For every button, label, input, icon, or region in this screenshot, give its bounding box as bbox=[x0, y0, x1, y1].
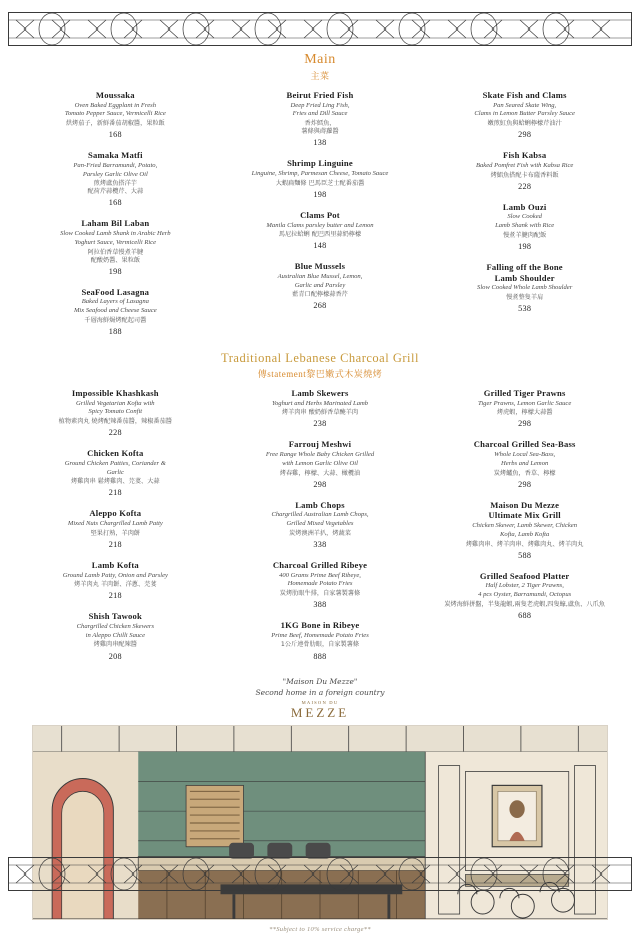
menu-item bbox=[427, 262, 622, 313]
item-desc: Chargrilled Chicken Skewers in Aleppo Chilli Sauce bbox=[76, 623, 155, 639]
menu-item bbox=[223, 439, 418, 488]
menu-item bbox=[223, 560, 418, 609]
item-desc: Chicken Skewer, Lamb Skewer, Chicken Kofta, Lamb Kofta bbox=[472, 522, 578, 538]
item-desc-cn: 大蝦扁麵條 巴馬臣芝士配番茄醬 bbox=[275, 179, 365, 187]
item-price: 218 bbox=[108, 539, 122, 549]
item-price: 168 bbox=[108, 198, 122, 208]
section-charcoal-grill bbox=[18, 351, 622, 672]
item-desc-cn: 千層海鮮焗烤配起司醬 bbox=[84, 316, 147, 324]
item-desc-cn: 煎烤盧魚搭洋芋 配荷芹蒜欖芹、大蒜 bbox=[87, 180, 144, 196]
item-price: 198 bbox=[108, 266, 122, 276]
item-price: 218 bbox=[108, 591, 122, 601]
item-name: SeaFood Lasagna bbox=[81, 286, 150, 297]
menu-item bbox=[427, 150, 622, 191]
top-decorative-border bbox=[8, 12, 632, 46]
menu-item bbox=[427, 90, 622, 139]
item-name: Charcoal Grilled Ribeye bbox=[272, 559, 368, 570]
item-desc: Prime Beef, Homemade Potato Fries bbox=[271, 631, 369, 639]
item-price: 198 bbox=[313, 189, 327, 199]
item-desc-cn: 炭烤澳洲羊扒，烤蔬菜 bbox=[289, 529, 351, 537]
section-main bbox=[18, 52, 622, 347]
menu-item bbox=[223, 210, 418, 251]
item-name: Moussaka bbox=[95, 90, 135, 100]
section-title-grill-cn: 傳statement黎巴嫩式木炭燒烤 bbox=[257, 368, 383, 379]
menu-item bbox=[427, 202, 622, 251]
item-price: 298 bbox=[518, 130, 532, 140]
item-name: Chicken Kofta bbox=[87, 448, 144, 459]
item-desc-cn: 烤雞肉串 鬆烤雞肉、芫荽、大蒜 bbox=[71, 478, 160, 486]
item-desc: Half Lobster, 2 Tiger Prawns, 4 pcs Oyster, Barramundi, Octopus bbox=[478, 582, 572, 599]
menu-item bbox=[18, 448, 213, 497]
item-price: 298 bbox=[313, 479, 327, 489]
item-desc-cn: 烤雞肉串、烤羊肉串、烤雞肉丸、烤羊肉丸 bbox=[465, 540, 584, 548]
item-desc-cn: 炭烤肋眼牛排，自家薯製薯條 bbox=[279, 589, 361, 597]
menu-item bbox=[18, 508, 213, 549]
item-price: 538 bbox=[518, 304, 532, 314]
menu-item bbox=[223, 388, 418, 429]
menu-item bbox=[223, 261, 418, 310]
grill-column-2 bbox=[223, 388, 418, 672]
item-desc-cn: 炭烤海鮮拼盤，半隻龍蝦,兩隻老虎蝦,四隻蠔,盧魚、八爪魚 bbox=[444, 600, 605, 608]
item-name: Grilled Seafood Platter bbox=[479, 570, 570, 581]
item-price: 298 bbox=[518, 419, 532, 429]
menu-page bbox=[0, 52, 640, 933]
item-price: 228 bbox=[108, 428, 122, 438]
grill-columns bbox=[18, 388, 622, 672]
menu-item bbox=[223, 500, 418, 549]
item-price: 138 bbox=[313, 138, 327, 148]
item-price: 338 bbox=[313, 539, 327, 549]
item-name: Clams Pot bbox=[300, 209, 340, 220]
item-desc: Mixed Nuts Chargrilled Lamb Patty bbox=[67, 520, 163, 528]
menu-item bbox=[223, 620, 418, 661]
item-desc-cn: 藍青口配檸檬蒜香芹 bbox=[292, 291, 348, 299]
menu-item bbox=[427, 571, 622, 620]
item-desc: Slow Cooked Whole Lamb Shoulder bbox=[477, 284, 573, 292]
item-desc-cn: 烤鯧魚搭配卡布薩香料飯 bbox=[490, 171, 559, 179]
main-column-2 bbox=[223, 90, 418, 347]
item-desc-cn: 慢煮整隻羊肩 bbox=[506, 294, 544, 302]
item-name: Falling off the Bone Lamb Shoulder bbox=[486, 261, 563, 283]
item-desc-cn: 植物素肉丸 燒烤配辣番茄醬，辣椒番茄醬 bbox=[58, 418, 172, 426]
main-column-1 bbox=[18, 90, 213, 347]
section-title-main: Main bbox=[304, 52, 336, 67]
menu-item bbox=[18, 611, 213, 660]
item-desc-cn: 烤羊肉丸 羊肉餅、洋蔥、芫荽 bbox=[74, 581, 157, 589]
border-pattern-bottom bbox=[8, 857, 632, 891]
item-desc: Pan Seared Skate Wing, Clams in Lemon Butter Parsley Sauce bbox=[474, 101, 575, 118]
menu-item bbox=[18, 560, 213, 601]
item-name: Maison Du Mezze Ultimate Mix Grill bbox=[488, 499, 561, 521]
item-name: Farrouj Meshwi bbox=[288, 439, 352, 450]
logo-tagline-2: Second home in a foreign country bbox=[255, 687, 385, 697]
main-columns bbox=[18, 90, 622, 347]
item-price: 198 bbox=[518, 241, 532, 251]
item-price: 888 bbox=[313, 651, 327, 661]
menu-item bbox=[18, 150, 213, 207]
menu-item bbox=[18, 90, 213, 139]
item-desc-cn: 香炸鱈魚， 薯條與蒔蘿醬 bbox=[301, 120, 339, 136]
item-name: Lamb Kofta bbox=[91, 559, 139, 570]
item-name: Beirut Fried Fish bbox=[286, 90, 354, 100]
item-price: 218 bbox=[108, 488, 122, 498]
item-desc: Manila Clams parsley butter and Lemon bbox=[266, 221, 374, 229]
menu-item bbox=[223, 90, 418, 147]
item-name: Lamb Ouzi bbox=[502, 201, 547, 212]
item-name: Aleppo Kofta bbox=[89, 508, 142, 519]
item-desc: Deep Fried Ling Fish, Fries and Dill Sauce bbox=[290, 101, 350, 118]
bottom-decorative-border bbox=[8, 857, 632, 891]
item-desc-cn: 烤春雞，檸檬、大蒜、橄欖油 bbox=[279, 469, 361, 477]
item-desc-cn: 1公斤連骨肋眼，自家製薯條 bbox=[280, 641, 360, 649]
menu-item bbox=[18, 388, 213, 437]
item-desc-cn: 馬尼拉蛤蜊 配巴西里蒜奶檸檬 bbox=[278, 231, 362, 239]
item-price: 298 bbox=[518, 479, 532, 489]
item-name: Samaka Matfi bbox=[87, 150, 143, 161]
item-price: 208 bbox=[108, 651, 122, 661]
menu-item bbox=[223, 158, 418, 199]
menu-item bbox=[427, 500, 622, 560]
item-name: Shrimp Linguine bbox=[287, 158, 353, 169]
item-desc: Baked Layers of Lasagna Mix Seafood and Cheese Sauce bbox=[73, 298, 157, 315]
logo-brand-main: MEZZE bbox=[290, 705, 350, 721]
item-name: Shish Tawook bbox=[88, 611, 142, 622]
item-price: 168 bbox=[108, 130, 122, 140]
item-desc: Ground Chicken Patties, Coriander & Garlic bbox=[64, 459, 166, 476]
item-desc-cn: 阿拉伯香草慢煮羊腱 配酸奶醬、果粒飯 bbox=[87, 248, 144, 264]
section-title-main-cn: 主菜 bbox=[310, 71, 330, 81]
item-name: Fish Kabsa bbox=[503, 150, 547, 161]
item-desc: Australian Blue Mussel, Lemon, Garlic and Parsley bbox=[277, 273, 363, 289]
border-pattern-top bbox=[8, 12, 632, 46]
item-desc-cn: 炭烤鱸魚，香草、檸檬 bbox=[493, 469, 556, 477]
item-price: 238 bbox=[313, 419, 327, 429]
logo-tagline-1: "Maison Du Mezze" bbox=[282, 676, 358, 686]
item-desc: 400 Grams Prime Beef Ribeye, Homemade Potato Fries bbox=[279, 571, 361, 588]
item-desc: Slow Cooked Lamb Shank in Arabic Herb Yoghurt Sauce, Vermicelli Rice bbox=[60, 230, 171, 246]
item-name: 1KG Bone in Ribeye bbox=[280, 620, 360, 631]
item-desc: Grilled Vegetarian Kofta with Spicy Tomato Confit bbox=[76, 399, 155, 416]
menu-item bbox=[18, 218, 213, 275]
item-desc: Free Range Whole Baby Chicken Grilled with Lemon Garlic Olive Oil bbox=[265, 451, 375, 467]
item-desc: Linguine, Shrimp, Parmesan Cheese, Tomato Sauce bbox=[251, 170, 389, 177]
menu-item bbox=[427, 439, 622, 488]
item-desc-cn: 烤雞肉串配辣醬 bbox=[93, 641, 137, 649]
item-name: Impossible Khashkash bbox=[71, 387, 159, 398]
item-desc: Ground Lamb Patty, Onion and Parsley bbox=[62, 571, 168, 579]
item-name: Laham Bil Laban bbox=[81, 218, 150, 229]
item-price: 148 bbox=[313, 241, 327, 251]
section-title-grill: Traditional Lebanese Charcoal Grill bbox=[221, 350, 419, 365]
item-desc: Oven Baked Eggplant in Fresh Tomato Pepper Sauce, Vermicelli Rice bbox=[64, 101, 166, 118]
item-name: Grilled Tiger Prawns bbox=[483, 387, 566, 398]
item-desc-cn: 嫩煎魟魚與蛤蜊檸檬芹油汁 bbox=[487, 120, 562, 128]
item-desc: Chargrilled Australian Lamb Chops, Grilled Mixed Vegetables bbox=[271, 511, 369, 528]
item-desc-cn: 烘烤茄子，新鮮番茄胡椒醬，果粒飯 bbox=[65, 120, 165, 128]
item-name: Lamb Skewers bbox=[291, 387, 349, 398]
item-desc-cn: 慢煮羊腱肉配飯 bbox=[503, 231, 547, 239]
item-desc: Tiger Prawns, Lemon Garlic Sauce bbox=[478, 399, 572, 407]
item-desc: Slow Cooked Lamb Shank with Rice bbox=[495, 213, 555, 230]
item-price: 228 bbox=[518, 181, 532, 191]
item-desc: Whole Local Sea-Bass, Herbs and Lemon bbox=[494, 451, 556, 467]
item-desc: Yoghurt and Herbs Marinated Lamb bbox=[271, 399, 369, 407]
item-desc-cn: 烤羊肉串 酸奶鮮香草醃羊肉 bbox=[281, 409, 359, 417]
menu-item bbox=[427, 388, 622, 429]
grill-column-3 bbox=[427, 388, 622, 672]
item-name: Blue Mussels bbox=[294, 261, 346, 272]
item-name: Skate Fish and Clams bbox=[482, 90, 567, 100]
logo-brand-small: MAISON DU bbox=[301, 700, 339, 706]
menu-item bbox=[18, 287, 213, 336]
item-name: Charcoal Grilled Sea-Bass bbox=[473, 439, 576, 450]
item-name: Lamb Chops bbox=[295, 499, 345, 510]
item-price: 188 bbox=[108, 326, 122, 336]
service-charge-note: **Subject to 10% service charge** bbox=[269, 926, 371, 933]
item-desc: Baked Pomfret Fish with Kabsa Rice bbox=[475, 161, 574, 169]
brand-logo bbox=[18, 676, 622, 722]
main-column-3 bbox=[427, 90, 622, 347]
item-price: 588 bbox=[518, 550, 532, 560]
grill-column-1 bbox=[18, 388, 213, 672]
item-price: 268 bbox=[313, 301, 327, 311]
item-desc-cn: 烤虎蝦，檸檬大蒜醬 bbox=[496, 409, 553, 417]
item-desc: Pan-Fried Barramundi, Potato, Parsley Garlic Olive Oil bbox=[73, 161, 158, 178]
item-price: 688 bbox=[518, 610, 532, 620]
item-desc-cn: 堅果打熟，羊肉餅 bbox=[90, 529, 141, 537]
item-price: 388 bbox=[313, 600, 327, 610]
